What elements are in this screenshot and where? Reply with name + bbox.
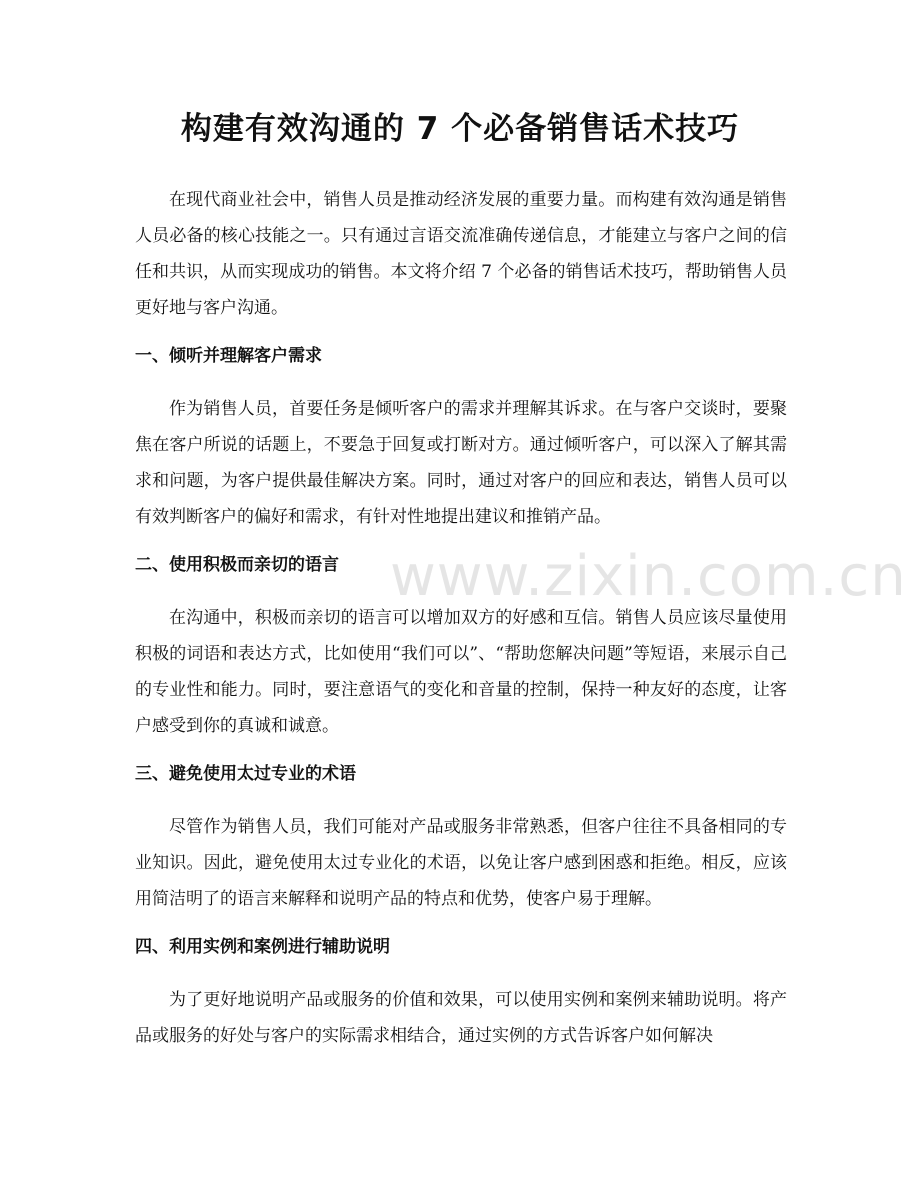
section-4-heading: 四、利用实例和案例进行辅助说明 (135, 937, 390, 957)
section-1-heading: 一、倾听并理解客户需求 (135, 346, 322, 366)
document-title: 构建有效沟通的 7 个必备销售话术技巧 (180, 111, 740, 147)
section-4-body: 为了更好地说明产品或服务的价值和效果，可以使用实例和案例来辅助说明。将产品或服务的好处与客户的实际需求相结合，通过实例的方式告诉客户如何解决 (135, 990, 787, 1046)
section-3-body: 尽管作为销售人员，我们可能对产品或服务非常熟悉，但客户往往不具备相同的专业知识。因此，避免使用太过专业化的术语，以免让客户感到困惑和拒绝。相反，应该用简洁明了的语言来解释和说明产品的特点和优势，使客户易于理解。 (135, 817, 787, 909)
section-2-heading: 二、使用积极而亲切的语言 (135, 555, 339, 575)
watermark-text: www.zixin.com.cn (390, 544, 907, 609)
section-1-body: 作为销售人员，首要任务是倾听客户的需求并理解其诉求。在与客户交谈时，要聚焦在客户所说的话题上，不要急于回复或打断对方。通过倾听客户，可以深入了解其需求和问题，为客户提供最佳解决方案。同时，通过对客户的回应和表达，销售人员可以有效判断客户的偏好和需求，有针对性地提出建议和推销产品。 (135, 399, 787, 527)
section-3-heading: 三、避免使用太过专业的术语 (135, 764, 356, 784)
section-2-body: 在沟通中，积极而亲切的语言可以增加双方的好感和互信。销售人员应该尽量使用积极的词语和表达方式，比如使用“我们可以”、“帮助您解决问题”等短语，来展示自己的专业性和能力。同时，要注意语气的变化和音量的控制，保持一种友好的态度，让客户感受到你的真诚和诚意。 (135, 608, 787, 736)
intro-paragraph: 在现代商业社会中，销售人员是推动经济发展的重要力量。而构建有效沟通是销售人员必备的核心技能之一。只有通过言语交流准确传递信息，才能建立与客户之间的信任和共识，从而实现成功的销售。本文将介绍 7 个必备的销售话术技巧，帮助销售人员更好地与客户沟通。 (135, 190, 787, 318)
